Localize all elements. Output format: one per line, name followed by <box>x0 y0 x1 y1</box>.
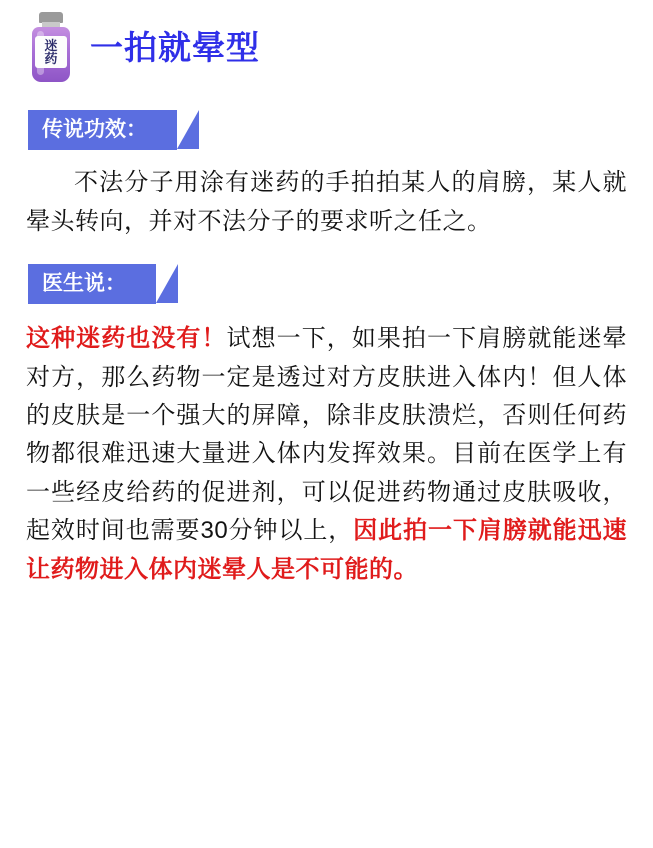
section-body-doctor <box>26 320 627 589</box>
doctor-lead-highlight: 这种迷药也没有！ <box>26 325 227 353</box>
page-title: 一拍就晕型 <box>90 28 260 66</box>
bottle-label-line1: 迷 <box>44 38 58 53</box>
section-body-legend: 不法分子用涂有迷药的手拍拍某人的肩膀，某人就晕头转向，并对不法分子的要求听之任之。 <box>26 169 627 236</box>
section-tag-doctor: 医生说： <box>28 264 156 304</box>
bottle-label <box>35 36 67 68</box>
section-tag-legend: 传说功效： <box>28 110 177 150</box>
doctor-body-conclusion: 因此拍一下肩膀就能迅速让药物进入体内迷晕人是不可能的。 <box>26 517 627 583</box>
doctor-body-main: 试想一下，如果拍一下肩膀就能迷晕对方，那么药物一定是透过对方皮肤进入体内！但人体的皮肤是一个强大的屏障，除非皮肤溃烂，否则任何药物都很难迅速大量进入体内发挥效果。目前在医学上有一些经皮给药的促进剂，可以促进药物通过皮肤吸收，起效时间也需要30分钟以上， <box>26 325 628 545</box>
medicine-bottle-icon <box>28 12 74 82</box>
bottle-label-line2: 药 <box>44 51 58 66</box>
article-header <box>26 0 627 84</box>
